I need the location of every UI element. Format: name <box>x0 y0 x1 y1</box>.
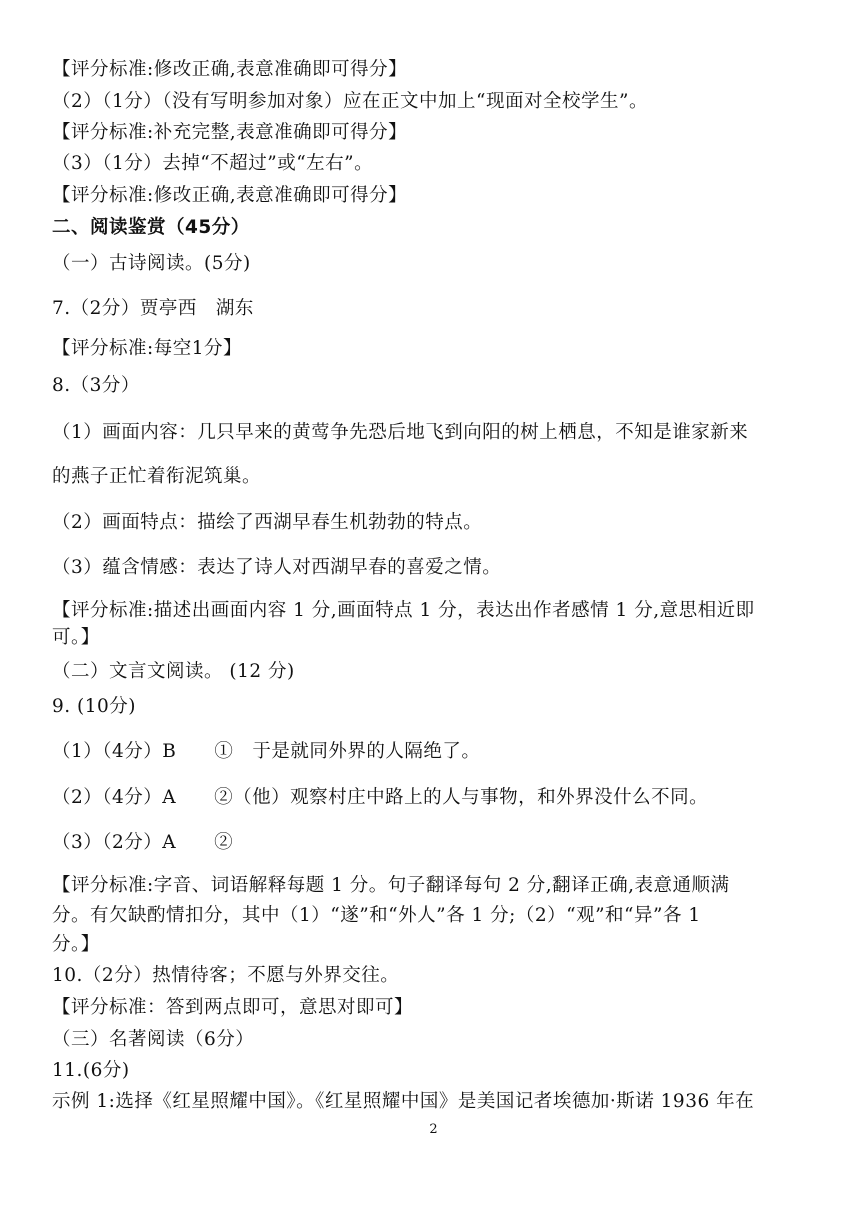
text-line: 【评分标准:描述出画面内容 1 分,画面特点 1 分，表达出作者感情 1 分,意思相近即 <box>52 600 755 621</box>
text-line: （2）画面特点：描绘了西湖早春生机勃勃的特点。 <box>52 512 483 533</box>
text-line: （3）（1分）去掉“不超过”或“左右”。 <box>52 153 374 174</box>
text-line: （3）蕴含情感：表达了诗人对西湖早春的喜爱之情。 <box>52 557 502 578</box>
subsection-heading: （一）古诗阅读。(5分) <box>52 253 251 274</box>
text-line: 分。有欠缺酌情扣分，其中（1）“遂”和“外人”各 1 分;（2）“观”和“异”各 1 <box>52 905 701 926</box>
text-line: 【评分标准:字音、词语解释每题 1 分。句子翻译每句 2 分,翻译正确,表意通顺满 <box>52 875 730 896</box>
text-line: 【评分标准：答到两点即可，意思对即可】 <box>52 997 414 1018</box>
text-line: 【评分标准:修改正确,表意准确即可得分】 <box>52 185 408 206</box>
text-line: 的燕子正忙着衔泥筑巢。 <box>52 466 262 487</box>
text-line: 分。】 <box>52 934 100 955</box>
text-line: （2）（4分）A ②（他）观察村庄中路上的人与事物，和外界没什么不同。 <box>52 787 709 808</box>
text-line: （3）（2分）A ② <box>52 832 234 853</box>
text-line: （2）（1分）（没有写明参加对象）应在正文中加上“现面对全校学生”。 <box>52 91 648 112</box>
page-number: 2 <box>429 1122 438 1137</box>
section-heading: 二、阅读鉴赏（45分） <box>52 217 250 238</box>
text-line: 10.（2分）热情待客；不愿与外界交往。 <box>52 965 400 986</box>
text-line: 9. (10分) <box>52 696 137 717</box>
text-line: 8.（3分） <box>52 375 140 396</box>
text-line: 【评分标准:每空1分】 <box>52 338 243 359</box>
text-line: 7.（2分）贾亭西 湖东 <box>52 298 254 319</box>
text-line: 可。】 <box>52 627 100 648</box>
text-line: 11.(6分) <box>52 1060 130 1081</box>
subsection-heading: （三）名著阅读（6分） <box>52 1029 255 1050</box>
text-line: （1）（4分）B ① 于是就同外界的人隔绝了。 <box>52 741 481 762</box>
text-line: 【评分标准:修改正确,表意准确即可得分】 <box>52 59 408 80</box>
text-line: 示例 1:选择《红星照耀中国》。《红星照耀中国》是美国记者埃德加·斯诺 1936 年在 <box>52 1091 755 1112</box>
text-line: 【评分标准:补充完整,表意准确即可得分】 <box>52 122 408 143</box>
subsection-heading: （二）文言文阅读。 (12 分) <box>52 661 295 682</box>
text-line: （1）画面内容：几只早来的黄莺争先恐后地飞到向阳的树上栖息，不知是谁家新来 <box>52 422 749 443</box>
